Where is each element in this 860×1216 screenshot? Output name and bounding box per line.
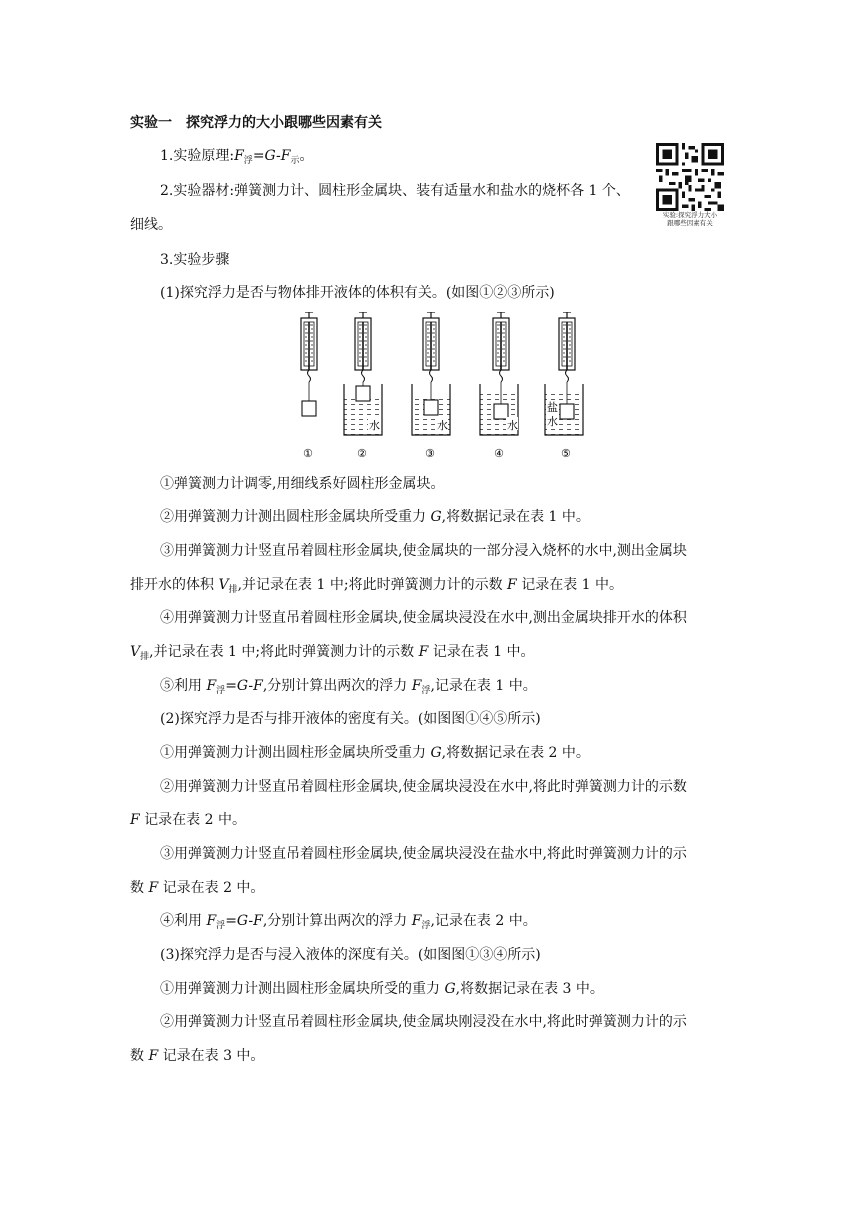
setup-4 <box>480 312 518 435</box>
water-label-2: 水 <box>369 419 380 432</box>
figure-label-4: ④ <box>494 447 504 460</box>
setup-2 <box>344 312 382 435</box>
equipment-line-1: 2.实验器材:弹簧测力计、圆柱形金属块、装有适量水和盐水的烧杯各 1 个、 <box>160 183 630 199</box>
part1-heading: (1)探究浮力是否与物体排开液体的体积有关。(如图①②③所示) <box>160 285 555 301</box>
figure-label-5: ⑤ <box>561 447 571 460</box>
figure-label-1: ① <box>303 447 313 460</box>
qr-caption-line-2: 跟哪些因素有关 <box>667 219 713 227</box>
setup-5 <box>545 312 583 435</box>
part1-step-4-line-1: ④用弹簧测力计竖直吊着圆柱形金属块,使金属块浸没在水中,测出金属块排开水的体积 <box>160 610 687 626</box>
water-label-3: 水 <box>437 419 448 432</box>
water-label-4: 水 <box>507 419 518 432</box>
part1-step-3-line-2: 排开水的体积 $V_排$,并记录在表 1 中;将此时弹簧测力计的示数 F 记录在表 1 中。 <box>130 577 624 595</box>
figure-label-3: ③ <box>425 447 435 460</box>
qr-code-icon <box>656 143 724 211</box>
salt-water-label-1: 盐 <box>547 401 558 414</box>
part3-step-1: ①用弹簧测力计测出圆柱形金属块所受的重力 G,将数据记录在表 3 中。 <box>160 981 604 997</box>
figure-label-2: ② <box>357 447 367 460</box>
experiment-figure <box>295 312 585 462</box>
steps-heading: 3.实验步骤 <box>160 252 230 268</box>
principle-line: 1.实验原理$:F_浮=G-F_示$。 <box>160 148 314 166</box>
part2-step-4: ④利用 $F_浮=G-F$,分别计算出两次的浮力 $F_浮$,记录在表 2 中。 <box>160 913 537 931</box>
part1-step-5: ⑤利用 $F_浮=G-F$,分别计算出两次的浮力 $F_浮$,记录在表 1 中。 <box>160 678 537 696</box>
part2-step-2-line-1: ②用弹簧测力计竖直吊着圆柱形金属块,使金属块浸没在水中,将此时弹簧测力计的示数 <box>160 779 687 795</box>
setup-1 <box>301 312 317 416</box>
part2-step-1: ①用弹簧测力计测出圆柱形金属块所受重力 G,将数据记录在表 2 中。 <box>160 745 590 761</box>
qr-caption-line-1: 实验:探究浮力大小 <box>662 211 718 219</box>
part3-step-2-line-2: 数 F 记录在表 3 中。 <box>130 1048 265 1064</box>
setup-3 <box>412 312 450 435</box>
part1-step-2: ②用弹簧测力计测出圆柱形金属块所受重力 G,将数据记录在表 1 中。 <box>160 509 590 525</box>
equipment-line-2: 细线。 <box>130 217 172 233</box>
qr-code[interactable] <box>656 143 724 227</box>
part3-heading: (3)探究浮力是否与浸入液体的深度有关。(如图图①③④所示) <box>160 947 541 963</box>
part1-step-4-line-2: $V_排$,并记录在表 1 中;将此时弹簧测力计的示数 F 记录在表 1 中。 <box>130 644 535 662</box>
salt-water-label-2: 水 <box>547 415 558 428</box>
section-title: 实验一 探究浮力的大小跟哪些因素有关 <box>130 115 382 131</box>
part2-step-3-line-2: 数 F 记录在表 2 中。 <box>130 880 265 896</box>
part1-step-1: ①弹簧测力计调零,用细线系好圆柱形金属块。 <box>160 476 445 492</box>
part2-step-2-line-2: F 记录在表 2 中。 <box>130 812 246 828</box>
part3-step-2-line-1: ②用弹簧测力计竖直吊着圆柱形金属块,使金属块刚浸没在水中,将此时弹簧测力计的示 <box>160 1014 687 1030</box>
part2-heading: (2)探究浮力是否与排开液体的密度有关。(如图图①④⑤所示) <box>160 711 541 727</box>
part1-step-3-line-1: ③用弹簧测力计竖直吊着圆柱形金属块,使金属块的一部分浸入烧杯的水中,测出金属块 <box>160 543 687 559</box>
part2-step-3-line-1: ③用弹簧测力计竖直吊着圆柱形金属块,使金属块浸没在盐水中,将此时弹簧测力计的示 <box>160 846 687 862</box>
